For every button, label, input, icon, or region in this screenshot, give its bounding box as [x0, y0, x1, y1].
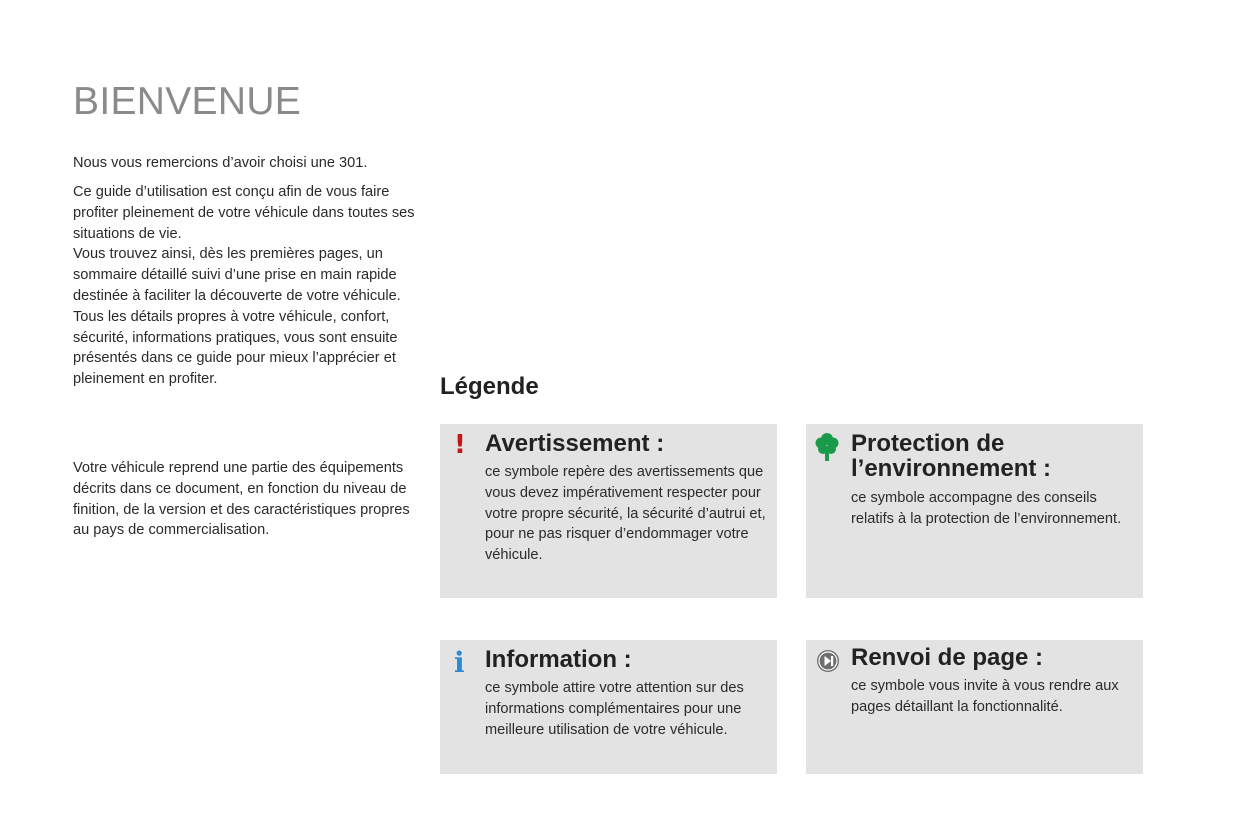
legend-item-heading: Avertissement : — [485, 430, 665, 457]
legend-item-information — [440, 640, 777, 774]
page-title: BIENVENUE — [73, 80, 302, 123]
intro-thanks-text: Nous vous remercions d’avoir choisi une 301. — [73, 155, 368, 171]
legend-item-environment — [806, 424, 1143, 598]
page-reference-icon — [816, 649, 840, 678]
exclamation-icon: ! — [454, 430, 466, 460]
legend-item-heading: Renvoi de page : — [851, 644, 1044, 671]
legend-item-description: ce symbole repère des avertissements que vous devez impérativement respecter pour votre propre sécurité, la sécurité d’autrui et, pour ne pas risquer d’endommager votre véhicule. — [485, 464, 766, 564]
legend-item-description: ce symbole attire votre attention sur des informations complémentaires pour une meilleure utilisation de votre véhicule. — [485, 680, 744, 738]
legend-item-heading: Information : — [485, 646, 632, 673]
legend-item-description: ce symbole accompagne des conseils relatifs à la protection de l’environnement. — [851, 490, 1122, 527]
legend-item-page-reference — [806, 640, 1143, 774]
intro-equipment-text: Votre véhicule reprend une partie des équipements décrits dans ce document, en fonction du niveau de finition, de la version et des caractéristiques propres au pays de commercialisation. — [73, 460, 410, 539]
info-icon: i — [454, 646, 465, 679]
legend-title: Légende — [440, 373, 539, 400]
legend-item-heading: Protection de l’environnement : — [851, 430, 1052, 482]
legend-item-description: ce symbole vous invite à vous rendre aux pages détaillant la fonctionnalité. — [851, 678, 1119, 715]
intro-paragraph-equipment — [73, 458, 418, 541]
intro-paragraph-guide — [73, 182, 418, 390]
intro-paragraph-thanks — [73, 153, 418, 174]
tree-icon — [815, 432, 839, 467]
legend-item-warning — [440, 424, 777, 598]
intro-guide-text: Ce guide d’utilisation est conçu afin de vous faire profiter pleinement de votre véhicule dans toutes ses situations de vie. Vous trouvez ainsi, dès les premières pages, un sommaire détaillé suivi d’une prise en main rapide destinée à faciliter la découverte de votre véhicule. Tous les détails propres à votre véhicule, confort, sécurité, informations pratiques, vous sont ensuite présentés dans ce guide pour mieux l’apprécier et pleinement en profiter. — [73, 184, 415, 388]
